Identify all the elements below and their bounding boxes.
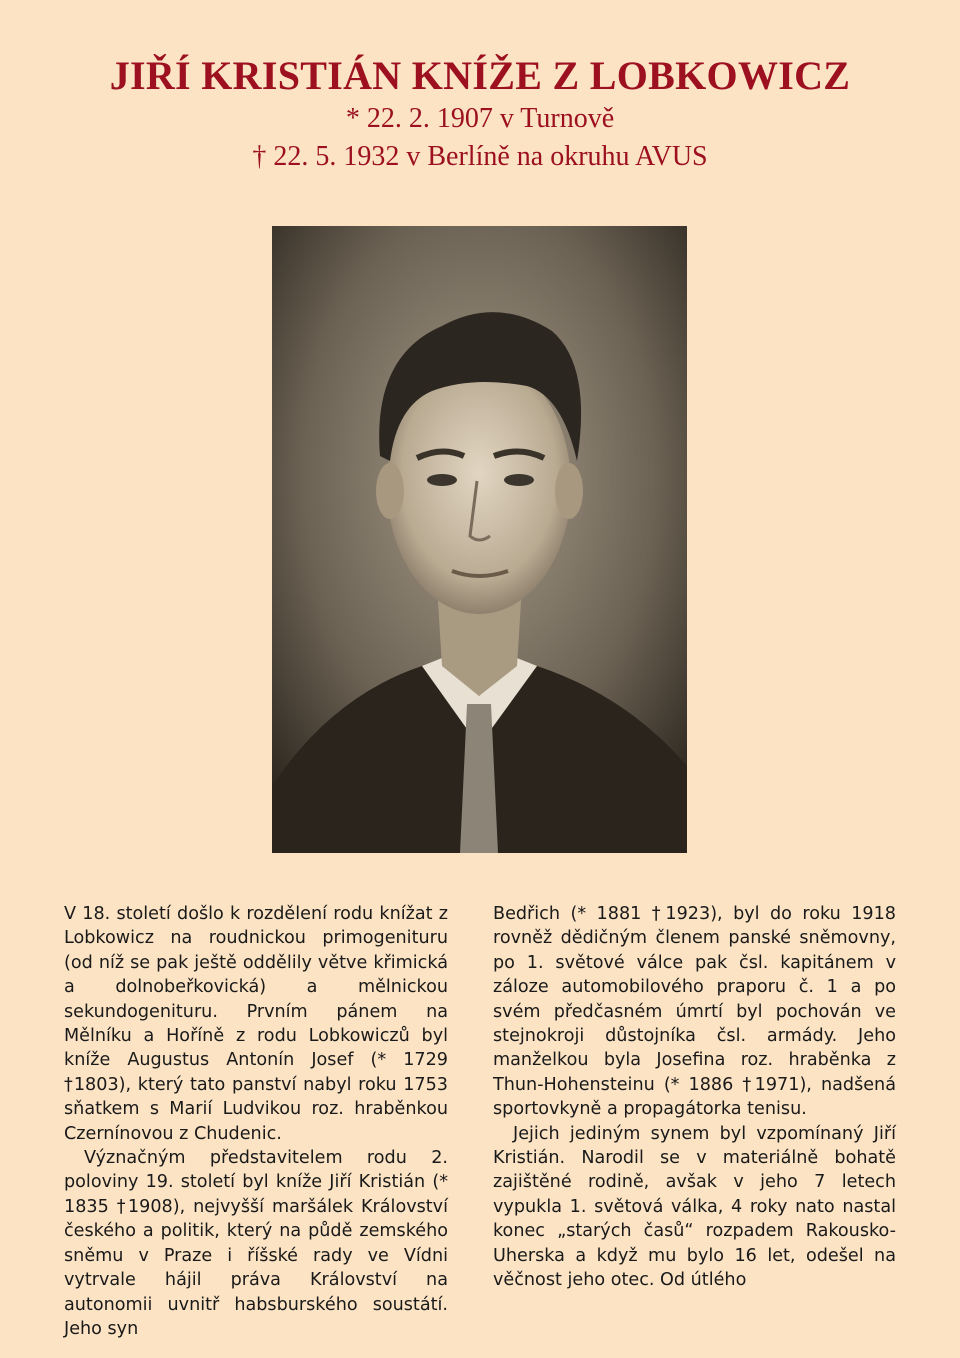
right-column: [493, 902, 896, 1293]
page-header: [0, 52, 960, 176]
paragraph: Jejich jediným synem byl vzpomínaný Jiří Kristián. Narodil se v materiálně bohatě zajištěné rodině, avšak v jeho 7 letech vypukla 1. světová válka, 4 roky nato nastal konec „starých časů“ rozpadem Rakousko-Uherska a když mu bylo 16 let, odešel na věčnost jeho otec. Od útlého: [493, 1123, 896, 1291]
death-date: † 22. 5. 1932 v Berlíně na okruhu AVUS: [252, 141, 708, 172]
paragraph: Význačným představitelem rodu 2. poloviny 19. století byl kníže Jiří Kristián (* 1835 †1908), nejvyšší maršálek Království českého a politik, který na půdě zemského sněmu v Praze i říšské rady ve Vídni vytrvale hájil práva Království na autonomii uvnitř habsburského soustátí. Jeho syn: [64, 1148, 448, 1339]
page-title: JIŘÍ KRISTIÁN KNÍŽE Z LOBKOWICZ: [109, 53, 851, 98]
portrait-icon: [272, 226, 687, 853]
birth-date: * 22. 2. 1907 v Turnově: [345, 103, 615, 134]
paragraph: V 18. století došlo k rozdělení rodu knížat z Lobkowicz na roudnickou primogenituru (od níž se pak ještě oddělily větve křimická a dolnobeřkovická) a mělnickou sekundogenituru. Prvním pánem na Mělníku a Hoříně z rodu Lobkowiczů byl kníže Augustus Antonín Josef (* 1729 †1803), který tato panství nabyl roku 1753 sňatkem s Marií Ludvikou roz. hraběnkou Czernínovou z Chudenic.: [64, 904, 448, 1144]
paragraph: Bedřich (* 1881 †1923), byl do roku 1918 rovněž dědičným členem panské sněmovny, po 1. světové válce pak čsl. kapitánem v záloze automobilového praporu č. 1 a po svém předčasném úmrtí byl pochován ve stejnokroji důstojníka čsl. armády. Jeho manželkou byla Josefina roz. hraběnka z Thun-Hohensteinu (* 1886 †1971), nadšená sportovkyně a propagátorka tenisu.: [493, 904, 896, 1120]
left-column: [64, 902, 448, 1341]
portrait-photo: [272, 226, 687, 853]
